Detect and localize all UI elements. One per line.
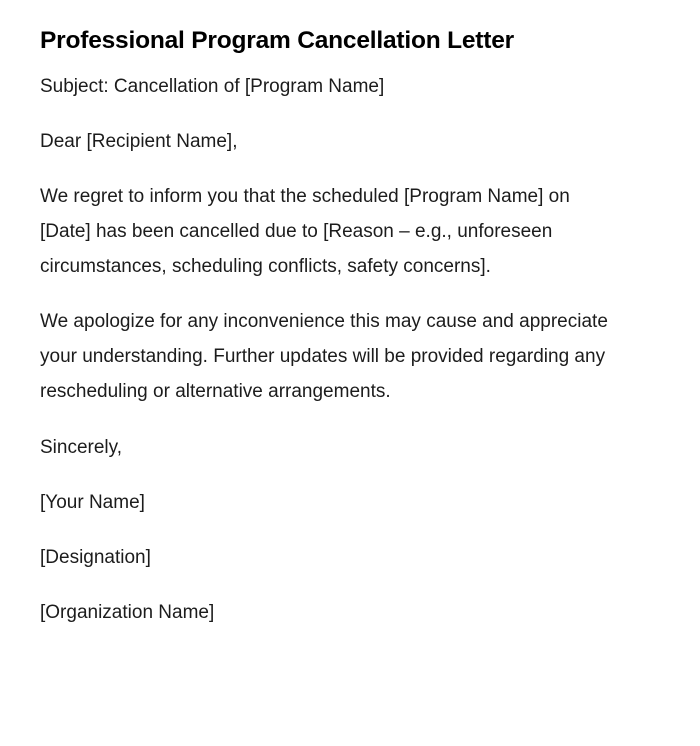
signature-organization: [Organization Name] [40, 602, 215, 623]
closing: Sincerely, [40, 437, 123, 458]
signature-designation: [Designation] [40, 547, 151, 568]
body-paragraph-apology: We apologize for any inconvenience this may cause and appreciate your understanding. Further updates will be provided regarding any rescheduling or alternative arrangements. [40, 311, 608, 402]
salutation: Dear [Recipient Name], [40, 131, 238, 152]
signature-name: [Your Name] [40, 492, 145, 513]
subject-line: Subject: Cancellation of [Program Name] [40, 76, 385, 97]
body-paragraph-cancellation: We regret to inform you that the scheduled [Program Name] on [Date] has been cancelled due to [Reason – e.g., unforeseen circumstances, scheduling conflicts, safety concerns]. [40, 186, 570, 277]
document-title: Professional Program Cancellation Letter [40, 27, 514, 54]
